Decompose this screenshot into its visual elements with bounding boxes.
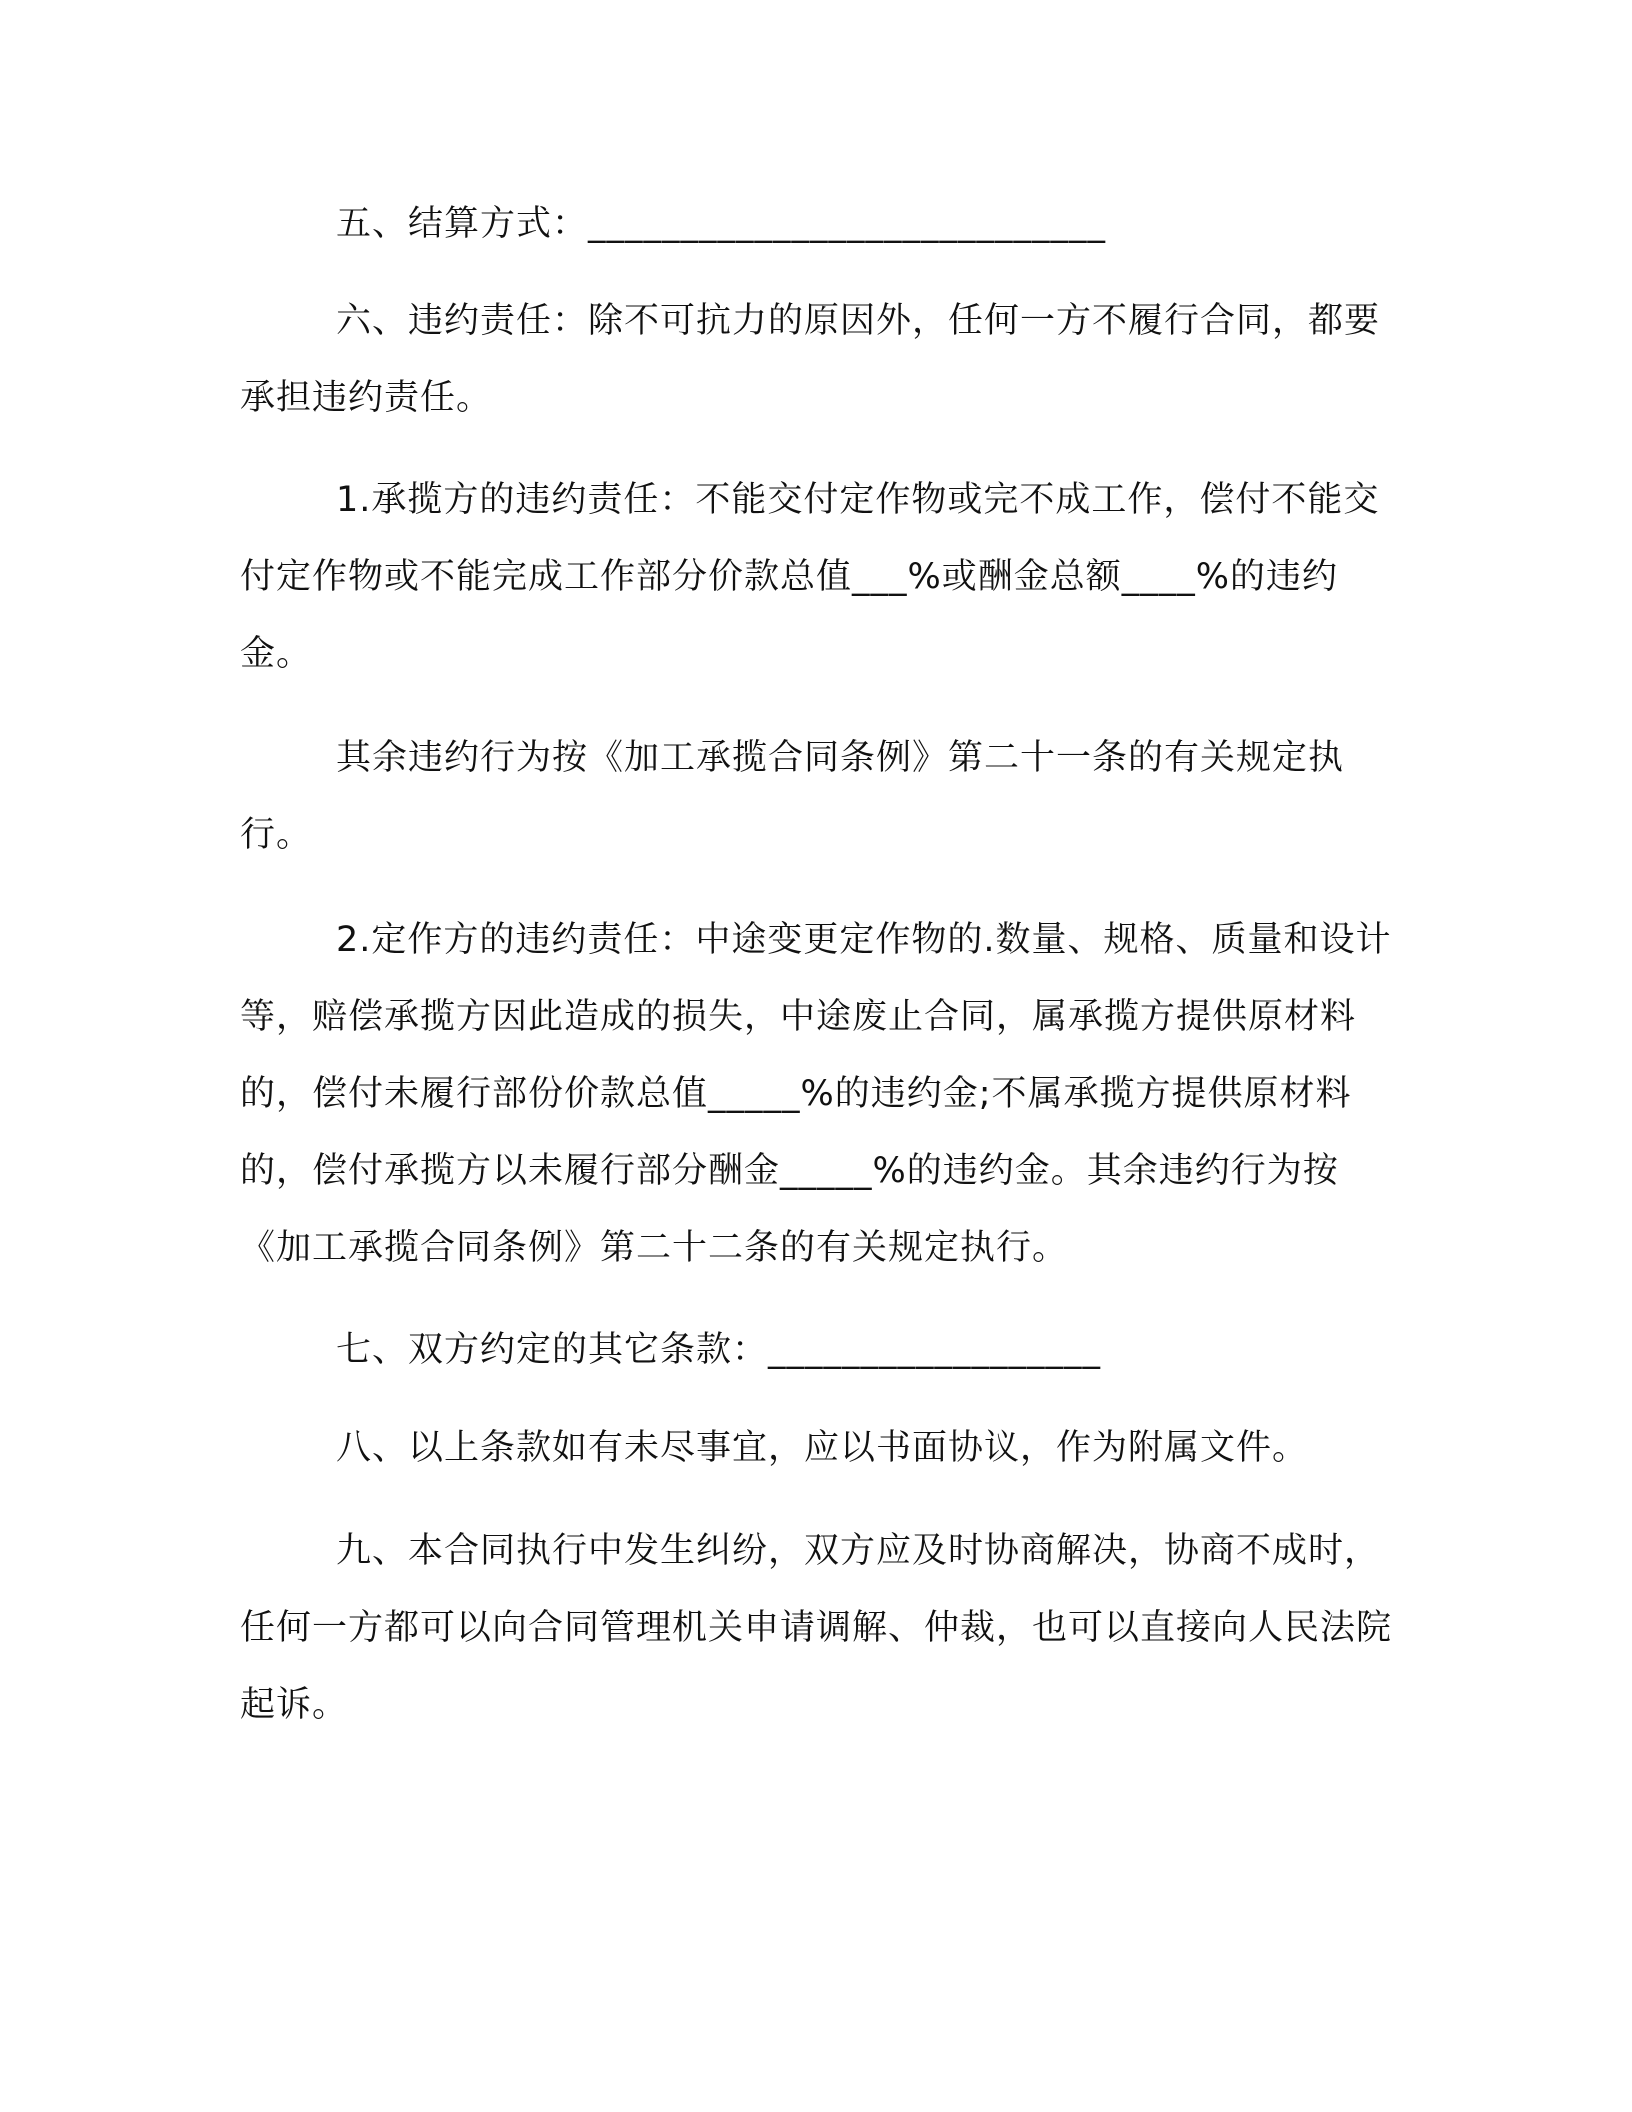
- clause-9-disputes: 九、本合同执行中发生纠纷，双方应及时协商解决，协商不成时，任何一方都可以向合同管理机关申请调解、仲裁，也可以直接向人民法院起诉。: [240, 1531, 1393, 1725]
- clause-6-1-contractor-liability: 1.承揽方的违约责任：不能交付定作物或完不成工作，偿付不能交付定作物或不能完成工作部分价款总值___%或酬金总额____%的违约金。: [240, 480, 1380, 674]
- clause-6-liability: 六、违约责任：除不可抗力的原因外，任何一方不履行合同，都要承担违约责任。: [240, 301, 1381, 418]
- clause-8-supplementary: 八、以上条款如有未尽事宜，应以书面协议，作为附属文件。: [336, 1428, 1309, 1468]
- clause-5-settlement: 五、结算方式：____________________________: [336, 204, 1107, 244]
- clause-6-2-orderer-liability: 2.定作方的违约责任：中途变更定作物的.数量、规格、质量和设计等，赔偿承揽方因此造成的损失，中途废止合同，属承揽方提供原材料的，偿付未履行部份价款总值_____%的违约金;不属承揽方提供原材料的，偿付承揽方以未履行部分酬金_____%的违约金。其余违约行为按《加工承揽合同条例》第二十二条的有关规定执行。: [240, 920, 1392, 1268]
- clause-7-other-terms: 七、双方约定的其它条款：__________________: [336, 1330, 1102, 1370]
- clause-6-1-other-breaches: 其余违约行为按《加工承揽合同条例》第二十一条的有关规定执行。: [240, 738, 1345, 855]
